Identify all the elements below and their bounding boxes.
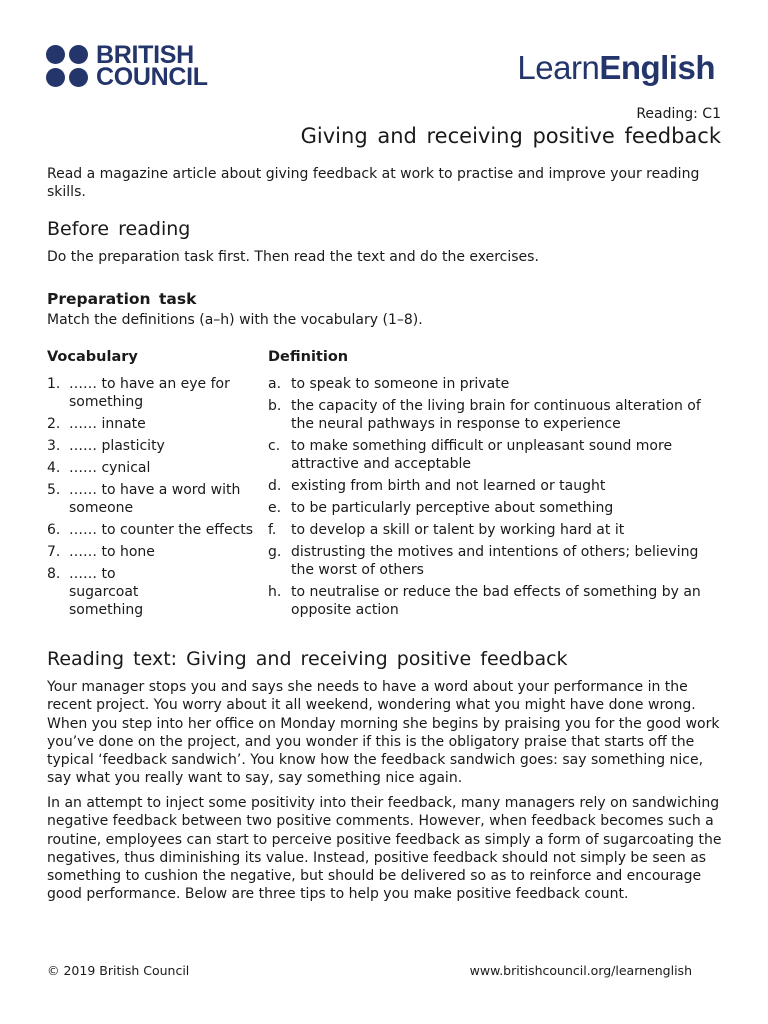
footer-url: www.britishcouncil.org/learnenglish — [469, 963, 692, 978]
before-reading-text: Do the preparation task first. Then read the text and do the exercises. — [47, 249, 539, 265]
vocabulary-item: 8. …… to sugarcoat something — [47, 566, 144, 618]
level-label: Reading: C1 — [636, 106, 721, 122]
reading-paragraph: In an attempt to inject some positivity into their feedback, many managers rely on sandwiching negative feedback between two positive comments. However, when feedback becomes such a routine, employees can start to perceive positive feedback as simply a form of sugarcoating the negatives, thus diminishing its value. Instead, positive feedback should not simply be seen as something to cushion the negative, but should be delivered so as to reinforce and encourage good performance. Below are three tips to help you make positive feedback count. — [47, 795, 722, 903]
learnenglish-logo: LearnEnglish — [517, 49, 715, 86]
definition-item: a. to speak to someone in private — [268, 376, 510, 392]
before-reading-heading: Before reading — [47, 218, 191, 240]
definition-item: b. the capacity of the living brain for continuous alteration of the neural pathways in response to experience — [268, 398, 701, 432]
vocabulary-heading: Vocabulary — [47, 349, 138, 365]
reading-paragraph: Your manager stops you and says she needs to have a word about your performance in the recent project. You worry about it all weekend, wondering what you might have done wrong. When you step into her office on Monday morning she begins by praising you for the good work you’ve done on the project, and you wonder if this is the obligatory praise that starts off the typical ‘feedback sandwich’. You know how the feedback sandwich goes: say something nice, say what you really want to say, say something nice again. — [47, 679, 720, 787]
definition-heading: Definition — [268, 349, 349, 365]
definition-item: e. to be particularly perceptive about something — [268, 500, 614, 516]
vocabulary-item: 4. …… cynical — [47, 460, 151, 476]
copyright: © 2019 British Council — [47, 963, 190, 978]
page-title: Giving and receiving positive feedback — [300, 124, 721, 148]
logo-wordmark: BRITISH COUNCIL — [96, 41, 208, 91]
definition-item: h. to neutralise or reduce the bad effects of something by an opposite action — [268, 584, 701, 618]
definition-list — [268, 375, 718, 623]
intro-text: Read a magazine article about giving feedback at work to practise and improve your reading skills. — [47, 166, 700, 200]
definition-item: g. distrusting the motives and intentions of others; believing the worst of others — [268, 544, 699, 578]
vocabulary-item: 3. …… plasticity — [47, 438, 165, 454]
preparation-task-heading: Preparation task — [47, 290, 197, 308]
vocabulary-item: 7. …… to hone — [47, 544, 155, 560]
reading-text-heading: Reading text: Giving and receiving positive feedback — [47, 648, 568, 670]
definition-item: f. to develop a skill or talent by working hard at it — [268, 522, 625, 538]
vocabulary-item: 5. …… to have a word with someone — [47, 482, 241, 516]
british-council-logo — [46, 41, 208, 91]
vocabulary-item: 6. …… to counter the effects — [47, 522, 254, 538]
vocabulary-item: 1. …… to have an eye for something — [47, 376, 230, 410]
vocabulary-item: 2. …… innate — [47, 416, 146, 432]
definition-item: c. to make something difficult or unpleasant sound more attractive and acceptable — [268, 438, 673, 472]
logo-dots-icon — [46, 45, 88, 87]
preparation-instruction: Match the definitions (a–h) with the vocabulary (1–8). — [47, 312, 423, 328]
vocabulary-list — [47, 375, 257, 623]
definition-item: d. existing from birth and not learned or taught — [268, 478, 606, 494]
